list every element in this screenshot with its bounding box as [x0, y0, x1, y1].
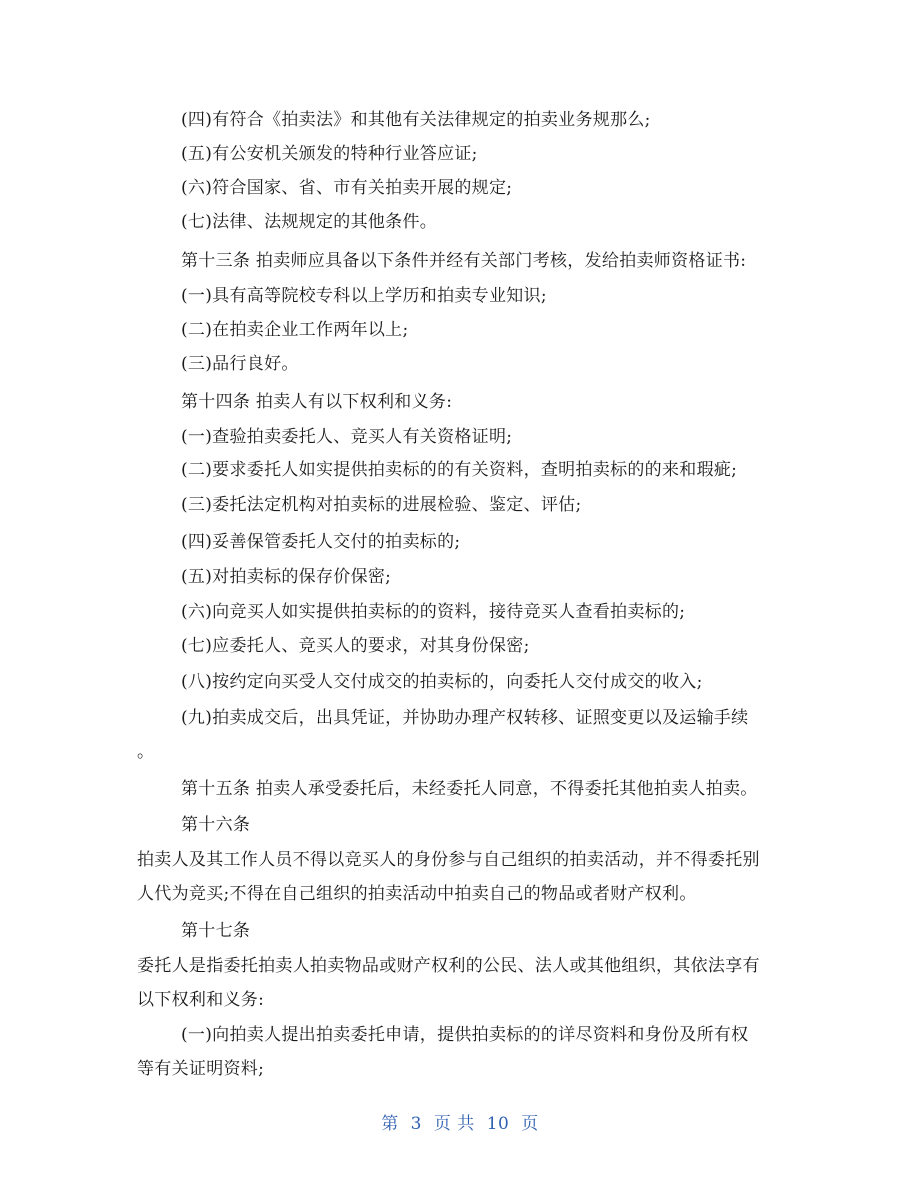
text-line: 人代为竞买;不得在自己组织的拍卖活动中拍卖自己的物品或者财产权利。 [137, 884, 697, 904]
article-16-heading: 第十六条 [181, 815, 251, 835]
text-line: (三)委托法定机构对拍卖标的进展检验、鉴定、评估; [181, 495, 582, 515]
footer-total-pages: 10 [486, 1114, 510, 1134]
text-line: 拍卖人及其工作人员不得以竞买人的身份参与自己组织的拍卖活动，并不得委托别 [137, 850, 760, 870]
article-13: 第十三条 拍卖师应具备以下条件并经有关部门考核，发给拍卖师资格证书: [181, 251, 747, 271]
text-line: (一)向拍卖人提出拍卖委托申请，提供拍卖标的的详尽资料和身份及所有权 [181, 1025, 749, 1045]
text-line: (五)有公安机关颁发的特种行业答应证; [181, 144, 478, 164]
text-line: (二)要求委托人如实提供拍卖标的的有关资料，查明拍卖标的的来和瑕疵; [181, 460, 738, 480]
text-line: 以下权利和义务: [137, 990, 265, 1010]
text-line: (九)拍卖成交后，出具凭证，并协助办理产权转移、证照变更以及运输手续 [181, 708, 749, 728]
footer-current-page: 3 [410, 1114, 422, 1134]
article-14: 第十四条 拍卖人有以下权利和义务: [181, 392, 453, 412]
footer-middle: 页 共 [433, 1114, 475, 1134]
text-line: (二)在拍卖企业工作两年以上; [181, 320, 409, 340]
text-line: (七)法律、法规规定的其他条件。 [181, 212, 438, 232]
page-footer [0, 1112, 920, 1136]
text-line: (四)妥善保管委托人交付的拍卖标的; [181, 532, 461, 552]
text-line: (七)应委托人、竞买人的要求，对其身份保密; [181, 636, 530, 656]
text-line: 等有关证明资料; [137, 1059, 265, 1079]
text-line: (五)对拍卖标的保存价保密; [181, 567, 392, 587]
text-line: (三)品行良好。 [181, 354, 299, 374]
article-17-heading: 第十七条 [181, 921, 251, 941]
text-line: (四)有符合《拍卖法》和其他有关法律规定的拍卖业务规那么; [181, 110, 651, 130]
article-15: 第十五条 拍卖人承受委托后，未经委托人同意，不得委托其他拍卖人拍卖。 [181, 779, 758, 799]
text-line: 委托人是指委托拍卖人拍卖物品或财产权利的公民、法人或其他组织，其依法享有 [137, 956, 760, 976]
text-line: (一)查验拍卖委托人、竞买人有关资格证明; [181, 427, 513, 447]
text-line: (八)按约定向买受人交付成交的拍卖标的，向委托人交付成交的收入; [181, 672, 703, 692]
footer-suffix: 页 [521, 1114, 539, 1134]
text-line: (一)具有高等院校专科以上学历和拍卖专业知识; [181, 286, 547, 306]
text-line: (六)向竞买人如实提供拍卖标的的资料，接待竞买人查看拍卖标的; [181, 602, 686, 622]
text-line: 。 [137, 742, 155, 762]
footer-prefix: 第 [381, 1114, 399, 1134]
text-line: (六)符合国家、省、市有关拍卖开展的规定; [181, 178, 513, 198]
